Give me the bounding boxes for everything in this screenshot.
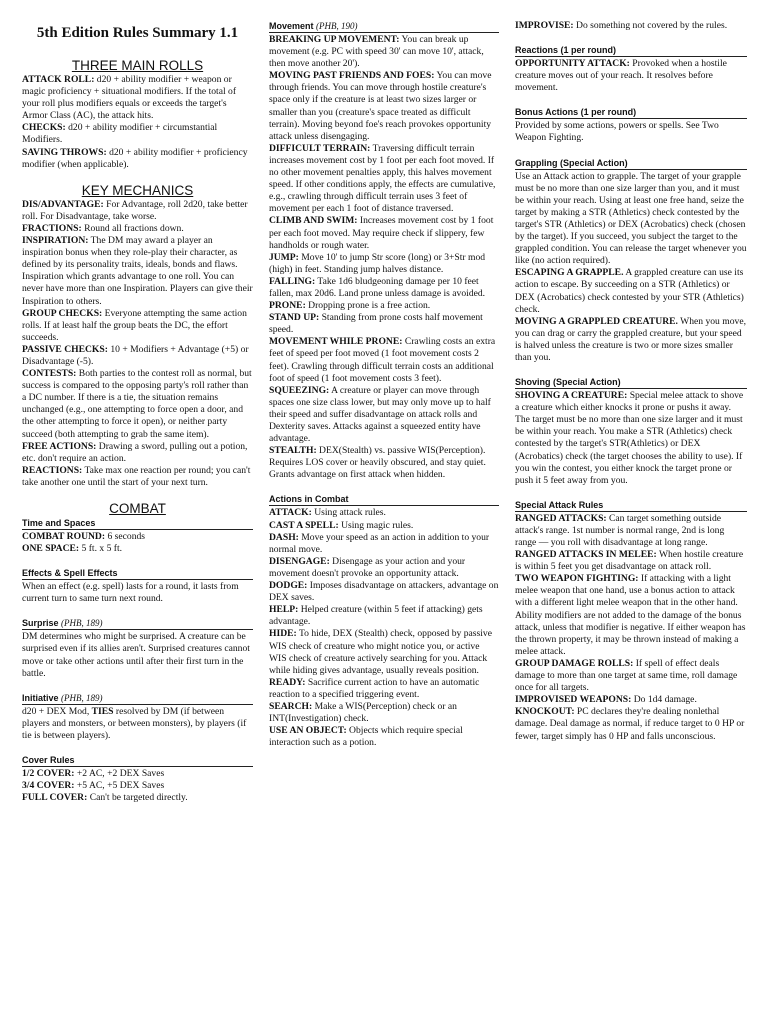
rule-entry: IMPROVISED WEAPONS: Do 1d4 damage. [515,694,697,706]
bonus-actions-text: Provided by some actions, powers or spells. See Two Weapon Fighting. [515,120,719,144]
movement-section [269,34,499,481]
rule-entry: READY: Sacrifice current action to have an automatic reaction to a specified triggering event. [269,676,480,700]
shoving-heading: Shoving (Special Action) [515,376,747,389]
surprise-text: DM determines who might be surprised. A creature can be surprised even if its allies aren't. Surprised creatures cannot move or take other actions until after their first turn in the battle. [22,631,250,679]
rule-entry: COMBAT ROUND: 6 seconds [22,531,146,542]
effects-text: When an effect (e.g. spell) lasts for a round, it lasts from current turn to same turn next round. [22,581,239,605]
rule-entry: RANGED ATTACKS IN MELEE: When hostile creature is within 5 feet you get disadvantage on attack roll. [515,549,744,573]
initiative-text: d20 + DEX Mod, TIES resolved by DM (if between players and monsters, or between monsters), by players (if tie is between players). [22,705,247,741]
rule-entry: ESCAPING A GRAPPLE. A grappled creature can use its action to escape. By succeeding on a STR (Athletics) or DEX (Acrobatics) check contested by your STR (Athletics) check. [515,267,744,315]
column-3 [515,20,747,743]
rule-entry: CAST A SPELL: Using magic rules. [269,519,414,531]
rule-entry: USE AN OBJECT: Objects which require special interaction such as a potion. [269,725,463,749]
time-spaces-heading: Time and Spaces [22,517,253,530]
rule-entry: CLIMB AND SWIM: Increases movement cost by 1 foot per each foot moved. May require check if slippery, few handholds or rough water. [269,215,494,251]
rule-entry: SQUEEZING: A creature or player can move through spaces one size class lower, but may only move up to half their speed and suffer disadvantage on attack rolls and Dexterity saves. Attacks against a squeezed entity have advantage. [269,384,491,445]
document-title: 5th Edition Rules Summary 1.1 [36,25,239,41]
rule-entry: DODGE: Imposes disadvantage on attackers, advantage on DEX saves. [269,580,499,604]
special-attack-heading: Special Attack Rules [515,499,747,512]
actions-section [269,507,499,749]
bonus-actions-heading: Bonus Actions (1 per round) [515,106,747,119]
effects-heading: Effects & Spell Effects [22,567,253,580]
rule-entry: HELP: Helped creature (within 5 feet if attacking) gets advantage. [269,604,483,628]
rule-entry: MOVEMENT WHILE PRONE: Crawling costs an extra feet of speed per foot moved (1 foot movement costs 2 feet). Crawling through difficult terrain costs an additional foot of speed (1 foot movement costs 3 feet). [269,336,496,384]
movement-heading: Movement (PHB, 190) [269,20,499,33]
rule-entry: REACTIONS: Take max one reaction per round; you can't take another one until the start of your next turn. [22,464,251,488]
reactions-heading: Reactions (1 per round) [515,44,747,57]
key-mechanics-heading: KEY MECHANICS [81,182,194,198]
three-main-rolls-section [22,74,253,171]
rule-entry: 3/4 COVER: +5 AC, +5 DEX Saves [22,780,165,792]
rule-entry: MOVING A GRAPPLED CREATURE. When you move, you can drag or carry the grappled creature, but your speed is halved unless the creature is two or more sizes smaller than you. [515,315,746,363]
rule-entry: DASH: Move your speed as an action in addition to your normal move. [269,531,490,555]
rule-entry: OPPORTUNITY ATTACK: Provoked when a hostile creature moves out of your reach. It resolves before movement. [515,58,727,94]
rule-entry: CONTESTS: Both parties to the contest roll as normal, but success is compared to the opposing party's roll rather than a DC number. If there is a tie, the situation remains unchanged (e.g., one attempting to force open a door, and the other attempting to force it open), or neither party succeed (both attempting to grab the same item). [22,368,252,440]
rule-entry: FREE ACTIONS: Drawing a sword, pulling out a potion, etc. don't require an action. [22,440,248,464]
rule-entry: MOVING PAST FRIENDS AND FOES: You can move through friends. You can move through hostile creature's space only if the creature is at least two sizes larger or smaller than you (creature's space treated as difficult terrain). Moving beyond foe's reach provokes opportunity attack unless disengaging. [269,70,492,142]
cover-heading: Cover Rules [22,754,253,767]
rule-entry: DISENGAGE: Disengage as your action and your movement doesn't provoke an opportunity attack. [269,555,466,579]
rule-entry: STAND UP: Standing from prone costs half movement speed. [269,312,483,336]
rule-entry: HIDE: To hide, DEX (Stealth) check, opposed by passive WIS check of creature who might notice you, or active WIS check of creature actively searching for you. Attack while hiding gives advantage, usually reveals position. [269,628,492,676]
rule-entry: FALLING: Take 1d6 bludgeoning damage per 10 feet fallen, max 20d6. Land prone unless damage is avoided. [269,275,486,299]
combat-heading: COMBAT [109,501,166,516]
grappling-intro: Use an Attack action to grapple. The target of your grapple must be no more than one size larger than you, and it must be within your reach. Using at least one free hand, seize the target by making a STR (Athletics) check contested by the target's STR (Athletics) or DEX (Acrobatics) check (chosen by the target). If you succeed, you subject the target to the grappled condition. You can release the target whenever you like (no action required). [515,170,747,267]
rule-entry: DIFFICULT TERRAIN: Traversing difficult terrain increases movement cost by 1 foot per each foot moved. If no other movement penalties apply, this halves movement speed. If other conditions apply, the effects are cumulative, e.g., crawling through difficult terrain uses 3 feet of movement per each 1 foot of distance traversed. [269,142,496,215]
actions-heading: Actions in Combat [269,493,499,506]
rule-entry: CHECKS: d20 + ability modifier + circumstantial Modifiers. [22,122,218,146]
rule-entry: INSPIRATION: The DM may award a player an inspiration bonus when they role-play their character, as defined by its personality traits, ideals, bonds and flaws. Inspiration which grants advantage to one roll. You can never have more than one Inspiration. Players can give their Inspiration to others. [22,235,253,307]
rule-entry: IMPROVISE: Do something not covered by the rules. [515,20,728,31]
rule-entry: STEALTH: DEX(Stealth) vs. passive WIS(Perception). Requires LOS cover or heavily obscured, and stay quiet. Grants advantage on first attack when hidden. [269,445,486,481]
rule-entry: SHOVING A CREATURE: Special melee attack to shove a creature which either knocks it prone or pushs it away. The target must be no more than one size larger and it must be within your reach. You make a STR (Athletics) check contested by the target's STR(Athletics) or DEX (Acrobatics) check (the target chooses the ability to use). If you win the contest, you either knock the target prone or push it 5 feet away from you. [515,390,744,486]
rule-entry: SEARCH: Make a WIS(Perception) check or an INT(Investigation) check. [269,700,457,725]
rule-entry: FRACTIONS: Round all fractions down. [22,222,184,234]
rule-entry: ATTACK: Using attack rules. [269,507,386,519]
rule-entry: KNOCKOUT: PC declares they're dealing nonlethal damage. Deal damage as normal, if reduce target to 0 HP or fewer, target simply has 0 HP and falls unconscious. [515,706,745,742]
column-1 [22,20,253,804]
rule-entry: RANGED ATTACKS: Can target something outside attack's range. 1st number is normal range, 2nd is long range — you roll with disadvantage at long range. [515,512,725,548]
rule-entry: TWO WEAPON FIGHTING: If attacking with a light melee weapon that one hand, use a bonus action to attack with a different light melee weapon that in the other hand. Ability modifiers are not added to the damage of the bonus attack, unless that modifier is negative. If either weapon has the thrown property, it may be thrown instead of making a melee attack. [515,573,746,657]
rule-entry: 1/2 COVER: +2 AC, +2 DEX Saves [22,768,165,780]
rule-entry: GROUP DAMAGE ROLLS: If spell of effect deals damage to more than one target at same time, roll damage once for all targets. [515,657,738,694]
rule-entry: PRONE: Dropping prone is a free action. [269,300,431,312]
rule-entry: ATTACK ROLL: d20 + ability modifier + weapon or magic proficiency + situational modifiers. If the total of your roll plus modifiers equals or exceeds the target's Armor Class (AC), the attack hits. [22,74,237,122]
rule-entry: PASSIVE CHECKS: 10 + Modifiers + Advantage (+5) or Disadvantage (-5). [22,343,249,367]
three-main-rolls-heading: THREE MAIN ROLLS [71,58,204,73]
rule-entry: FULL COVER: Can't be targeted directly. [22,792,188,804]
rule-entry: GROUP CHECKS: Everyone attempting the same action rolls. If at least half the group beats the DC, the effort succeeds. [22,307,247,343]
grappling-heading: Grappling (Special Action) [515,157,747,170]
key-mechanics-section [22,199,253,489]
rule-entry: ONE SPACE: 5 ft. x 5 ft. [22,543,123,555]
rule-entry: JUMP: Move 10' to jump Str score (long) or 3+Str mod (high) in feet. Standing jump halves distance. [269,251,486,275]
initiative-heading: Initiative (PHB, 189) [22,692,253,705]
column-2 [269,20,499,749]
surprise-heading: Surprise (PHB, 189) [22,617,253,630]
rule-entry: BREAKING UP MOVEMENT: You can break up movement (e.g. PC with speed 30' can move 10', attack, then move another 20'). [269,34,484,70]
rule-entry: DIS/ADVANTAGE: For Advantage, roll 2d20, take better roll. For Disadvantage, take worse. [22,198,248,222]
rule-entry: SAVING THROWS: d20 + ability modifier + proficiency modifier (when applicable). [22,146,248,170]
